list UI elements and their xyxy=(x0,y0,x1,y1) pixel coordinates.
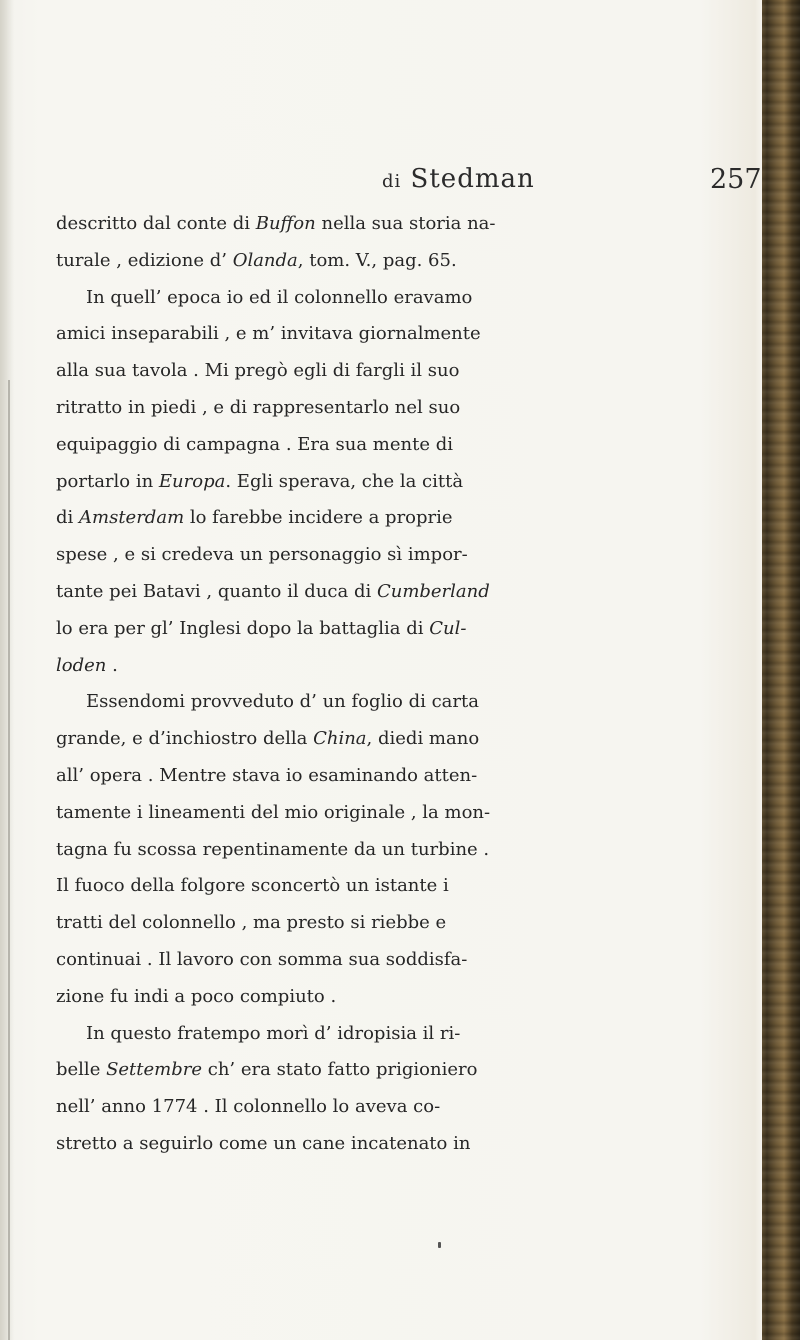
text-line: equipaggio di campagna . Era sua mente di xyxy=(56,433,453,455)
page-header xyxy=(60,164,762,204)
text-line: ritratto in piedi , e di rappresentarlo nel suo xyxy=(56,396,461,418)
text-line: amici inseparabili , e m’ invitava giornalmente xyxy=(56,323,481,345)
running-head-name: Stedman xyxy=(410,164,535,194)
text-line: zione fu indi a poco compiuto . xyxy=(56,985,337,1007)
text-line: tratti del colonnello , ma presto si riebbe e xyxy=(56,912,447,934)
text-line: turale , edizione d’ Olanda, tom. V., pag. 65. xyxy=(56,249,457,271)
text-line: portarlo in Europa. Egli sperava, che la città xyxy=(56,470,464,492)
running-head-prefix: di xyxy=(382,171,402,192)
text-line: stretto a seguirlo come un cane incatenato in xyxy=(56,1132,471,1154)
text-line: grande, e d’inchiostro della China, diedi mano xyxy=(56,728,480,750)
page-edge-marks xyxy=(8,380,14,1340)
text-line: belle Settembre ch’ era stato fatto prigioniero xyxy=(56,1059,478,1081)
text-line: lo era per gl’ Inglesi dopo la battaglia di Cul- xyxy=(56,617,467,639)
text-line: tagna fu scossa repentinamente da un turbine . xyxy=(56,838,490,860)
body-text xyxy=(56,206,756,1163)
text-line: all’ opera . Mentre stava io esaminando atten- xyxy=(56,764,478,786)
text-line: nell’ anno 1774 . Il colonnello lo aveva co- xyxy=(56,1096,441,1118)
text-line: In questo fratempo morì d’ idropisia il ri- xyxy=(86,1022,461,1044)
text-line: alla sua tavola . Mi pregò egli di fargli il suo xyxy=(56,360,460,382)
text-line: In quell’ epoca io ed il colonnello eravamo xyxy=(86,286,473,308)
text-line: di Amsterdam lo farebbe incidere a proprie xyxy=(56,507,453,529)
text-line: descritto dal conte di Buffon nella sua storia na- xyxy=(56,213,496,234)
text-line: tamente i lineamenti del mio originale , la mon- xyxy=(56,801,491,823)
page-number: 257 xyxy=(710,164,762,195)
text-line: loden . xyxy=(56,654,118,676)
running-head xyxy=(382,164,535,194)
text-line: Essendomi provveduto d’ un foglio di carta xyxy=(86,691,479,713)
text-line: spese , e si credeva un personaggio sì impor- xyxy=(56,544,468,566)
text-line: Il fuoco della folgore sconcertò un istante i xyxy=(56,875,449,897)
text-line: continuai . Il lavoro con somma sua soddisfa- xyxy=(56,948,468,970)
ink-mark xyxy=(438,1242,441,1248)
text-line: tante pei Batavi , quanto il duca di Cumberland xyxy=(56,580,490,602)
book-spine-edge xyxy=(762,0,800,1340)
